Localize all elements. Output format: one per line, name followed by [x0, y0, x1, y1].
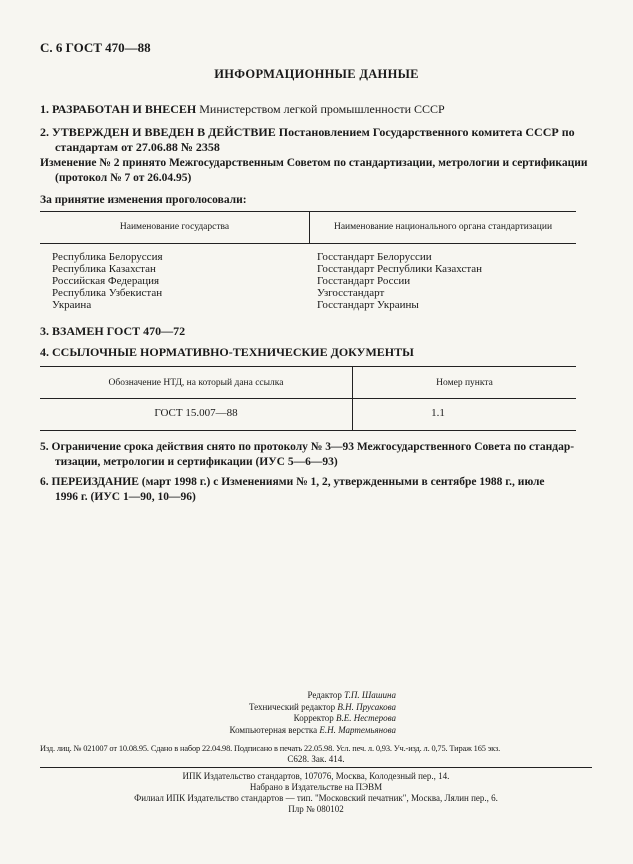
credit-editor: Редактор Т.П. Шашина — [307, 690, 396, 700]
column-header-document: Обозначение НТД, на который дана ссылка — [108, 378, 284, 388]
column-header-body: Наименование национального органа стандартизации — [333, 222, 553, 232]
ref-table-rule-header — [40, 398, 576, 399]
item-3 — [40, 323, 185, 339]
item-heading: УТВЕРЖДЕН И ВВЕДЕН В ДЕЙСТВИЕ — [52, 125, 276, 139]
column-header-clause: Номер пункта — [436, 378, 493, 388]
list-item: Республика Белоруссия — [52, 251, 163, 263]
amendment-line: Изменение № 2 принято Межгосударственным Советом по стандартизации, метрологии и сертификации — [40, 157, 588, 169]
amendment-protocol: (протокол № 7 от 26.04.95) — [55, 172, 192, 184]
page-header: С. 6 ГОСТ 470—88 — [40, 40, 151, 55]
ref-table-rule-bottom — [40, 430, 576, 431]
table-rule-header — [40, 243, 576, 244]
item-6-continuation: 1996 г. (ИУС 1—90, 10—96) — [55, 491, 196, 503]
table-cell-clause: 1.1 — [431, 407, 445, 419]
list-item: Госстандарт России — [317, 275, 411, 287]
item-number: 5. — [40, 441, 49, 453]
imprint-line: Изд. лиц. № 021007 от 10.08.95. Сдано в набор 22.04.98. Подписано в печать 22.05.98. Усл. печ. л. 0,93. Уч.-изд. л. 0,75. Тираж 165 экз. — [40, 744, 501, 753]
credits-block — [230, 690, 396, 736]
list-item: Украина — [52, 299, 92, 311]
column-header-state: Наименование государства — [119, 222, 230, 232]
list-item: Российская Федерация — [52, 275, 160, 287]
item-text: ПЕРЕИЗДАНИЕ (март 1998 г.) с Изменениями № 1, 2, утвержденными в сентябре 1988 г., июле — [51, 476, 545, 488]
item-number: 6. — [40, 476, 49, 488]
item-number: 4. — [40, 345, 49, 359]
item-number: 3. — [40, 324, 49, 338]
publisher-typeset: Набрано в Издательстве на ПЭВМ — [249, 782, 383, 792]
list-item: Госстандарт Республики Казахстан — [317, 263, 483, 275]
page-title: ИНФОРМАЦИОННЫЕ ДАННЫЕ — [214, 67, 419, 81]
credit-proofreader: Корректор В.Е. Нестерова — [293, 713, 396, 723]
list-item: Республика Казахстан — [52, 263, 156, 275]
item-number: 1. — [40, 102, 49, 116]
item-text: Ограничение срока действия снято по протоколу № 3—93 Межгосударственного Совета по стандар- — [51, 441, 575, 453]
item-5 — [40, 439, 574, 455]
credit-tech-editor: Технический редактор В.Н. Прусакова — [248, 701, 396, 712]
state-list — [52, 251, 163, 311]
item-2-continuation: стандартам от 27.06.88 № 2358 — [55, 140, 220, 154]
list-item: Госстандарт Украины — [317, 299, 419, 311]
item-5-continuation: тизации, метрологии и сертификации (ИУС 5—6—93) — [55, 456, 338, 468]
list-item: Узгосстандарт — [317, 287, 385, 299]
publisher-address: ИПК Издательство стандартов, 107076, Москва, Колодезный пер., 14. — [182, 771, 450, 781]
item-heading: ВЗАМЕН ГОСТ 470—72 — [52, 324, 186, 338]
body-list — [317, 251, 482, 311]
ref-table-rule-top — [40, 366, 576, 367]
list-item: Госстандарт Белоруссии — [317, 251, 432, 263]
credit-layout: Компьютерная верстка Е.Н. Мартемьянова — [229, 724, 396, 735]
publisher-license: Плр № 080102 — [288, 804, 344, 814]
table-rule-top — [40, 211, 576, 212]
table-cell-document: ГОСТ 15.007—88 — [154, 407, 238, 419]
item-text: Министерством легкой промышленности СССР — [199, 102, 445, 116]
item-6 — [40, 474, 545, 490]
item-text: Постановлением Государственного комитета СССР по — [278, 125, 575, 139]
item-2 — [40, 124, 575, 140]
publisher-branch: Филиал ИПК Издательство стандартов — тип. "Московский печатник", Москва, Лялин пер., 6. — [134, 793, 498, 803]
imprint-order: С628. Зак. 414. — [287, 754, 345, 764]
voted-label: За принятие изменения проголосовали: — [40, 194, 247, 206]
item-heading: РАЗРАБОТАН И ВНЕСЕН — [52, 102, 197, 116]
item-number: 2. — [40, 125, 49, 139]
item-4 — [40, 344, 414, 360]
footer-rule — [40, 767, 592, 768]
list-item: Республика Узбекистан — [52, 287, 163, 299]
item-heading: ССЫЛОЧНЫЕ НОРМАТИВНО-ТЕХНИЧЕСКИЕ ДОКУМЕНТЫ — [52, 345, 414, 359]
item-1 — [40, 101, 445, 117]
